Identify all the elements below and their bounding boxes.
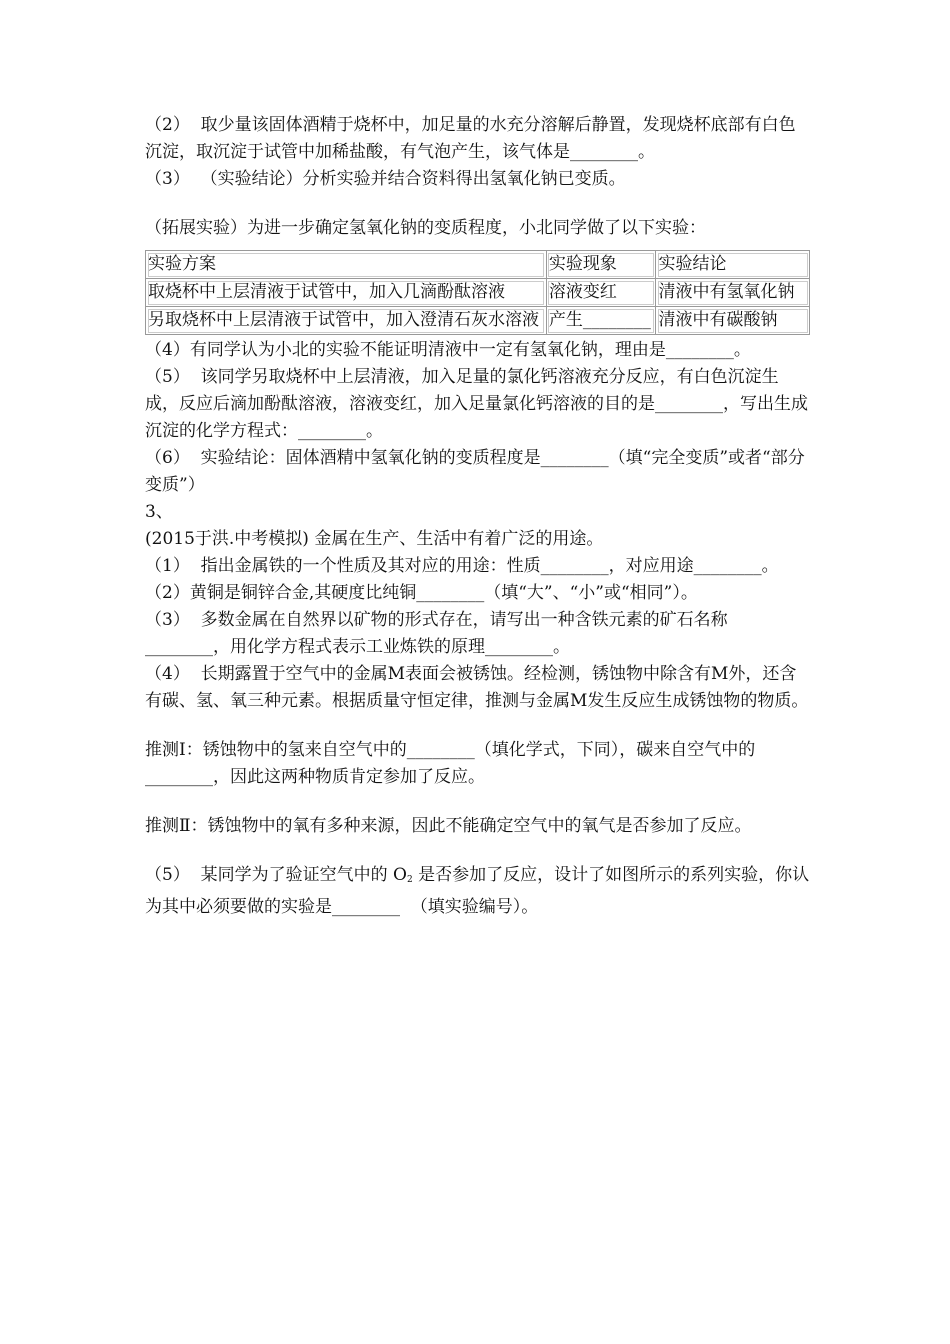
extension-experiment-intro: （拓展实验）为进一步确定氢氧化钠的变质程度，小北同学做了以下实验：	[145, 218, 706, 238]
subscript-2: 2	[406, 875, 413, 885]
question-3-part-5-text-b: 是否参加了反应，设计了如图所示的系列实验，你认为其中必须要做的实验是________ （填实验编号）。	[145, 865, 810, 917]
table-cell: 清液中有碳酸钠	[656, 307, 810, 335]
question-2-part-5: （5） 该同学另取烧杯中上层清液，加入足量的氯化钙溶液充分反应，有白色沉淀生成，反应后滴加酚酞溶液，溶液变红，加入足量氯化钙溶液的目的是________，写出生成沉淀的化学方程式：________。	[145, 367, 808, 441]
guess-2: 推测Ⅱ：锈蚀物中的氧有多种来源，因此不能确定空气中的氧气是否参加了反应。	[145, 816, 752, 836]
table-row	[146, 279, 810, 307]
table-row	[146, 307, 810, 335]
question-2-part-3: （3） （实验结论）分析实验并结合资料得出氢氧化钠已变质。	[145, 169, 626, 189]
table-cell: 清液中有氢氧化钠	[656, 279, 810, 307]
question-2-part-4: （4）有同学认为小北的实验不能证明清液中一定有氢氧化钠，理由是________。	[145, 340, 751, 360]
table-cell: 产生________	[546, 307, 656, 335]
question-3-number: 3、	[145, 502, 173, 522]
table-header-cell: 实验方案	[146, 251, 547, 279]
question-3-part-5-text-a: （5） 某同学为了验证空气中的 O	[145, 865, 407, 885]
guess-1: 推测Ⅰ：锈蚀物中的氢来自空气中的________（填化学式，下同），碳来自空气中的________，因此这两种物质肯定参加了反应。	[145, 740, 756, 787]
question-3-part-2: （2）黄铜是铜锌合金,其硬度比纯铜________（填“大”、“小”或“相同”）。	[145, 583, 698, 603]
question-3-part-5	[145, 862, 810, 921]
table-header-row	[146, 251, 810, 279]
table-header-cell: 实验结论	[656, 251, 810, 279]
table-cell: 另取烧杯中上层清液于试管中，加入澄清石灰水溶液	[146, 307, 547, 335]
question-3-part-1: （1） 指出金属铁的一个性质及其对应的用途：性质________，对应用途________。	[145, 556, 779, 576]
table-cell: 溶液变红	[546, 279, 656, 307]
question-3-intro: (2015于洪.中考模拟) 金属在生产、生活中有着广泛的用途。	[145, 529, 604, 549]
table-cell: 取烧杯中上层清液于试管中，加入几滴酚酞溶液	[146, 279, 547, 307]
question-2-part-2: （2） 取少量该固体酒精于烧杯中，加足量的水充分溶解后静置，发现烧杯底部有白色沉淀，取沉淀于试管中加稀盐酸，有气泡产生，该气体是________。	[145, 115, 796, 162]
question-3-part-3: （3） 多数金属在自然界以矿物的形式存在，请写出一种含铁元素的矿石名称________，用化学方程式表示工业炼铁的原理________。	[145, 610, 728, 657]
question-3-part-4: （4） 长期露置于空气中的金属M表面会被锈蚀。经检测，锈蚀物中除含有M外，还含有碳、氢、氧三种元素。根据质量守恒定律，推测与金属M发生反应生成锈蚀物的物质。	[145, 664, 809, 711]
experiment-table	[145, 250, 810, 335]
document-page	[145, 112, 810, 921]
table-header-cell: 实验现象	[546, 251, 656, 279]
question-2-part-6: （6） 实验结论：固体酒精中氢氧化钠的变质程度是________（填“完全变质”或者“部分变质”）	[145, 448, 805, 495]
